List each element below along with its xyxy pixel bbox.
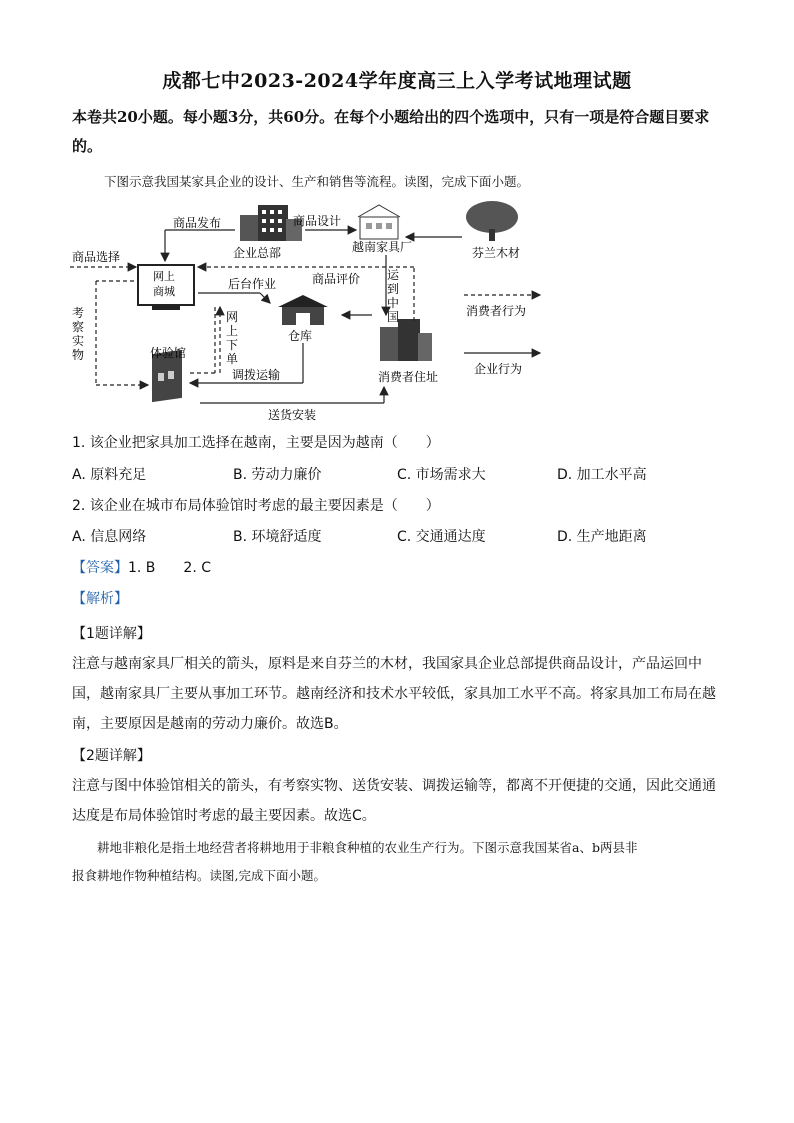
question-1-stem: 1. 该企业把家具加工选择在越南，主要是因为越南（ ） (72, 435, 440, 451)
ship-cn-1: 运 (387, 268, 400, 282)
order-1: 网 (226, 310, 239, 324)
flow-diagram (60, 195, 560, 425)
inspect-4: 物 (72, 348, 85, 362)
transfer-label: 调拨运输 (232, 368, 281, 382)
showroom-label: 体验馆 (150, 346, 187, 360)
answer-label: 【答案】 (72, 560, 128, 576)
consumer-label: 消费者住址 (378, 370, 439, 384)
section-intro: 本卷共20小题。每小题3分，共60分。在每个小题给出的四个选项中，只有一项是符合题目要求的。 (72, 108, 710, 155)
ship-cn-4: 国 (387, 310, 400, 324)
delivery-label: 送货安装 (268, 408, 317, 422)
question-2-option-a: A. 信息网络 (72, 529, 147, 545)
analysis-label (72, 588, 128, 608)
order-3: 下 (226, 338, 239, 352)
inspect-3: 实 (72, 334, 85, 348)
mall-label-2: 商城 (153, 285, 175, 298)
answer-text: 1. B 2. C (128, 560, 211, 576)
question-1-option-d: D. 加工水平高 (557, 467, 647, 483)
tree-icon (466, 201, 518, 241)
detail-1-label: 【1题详解】 (72, 626, 151, 642)
question-2-option-d: D. 生产地距离 (557, 529, 647, 545)
mall-label-1: 网上 (153, 270, 175, 283)
warehouse-icon (278, 295, 328, 325)
question-2-stem: 2. 该企业在城市布局体验馆时考虑的最主要因素是（ ） (72, 498, 440, 514)
release-label: 商品发布 (173, 216, 222, 230)
passage-2-line-1: 耕地非粮化是指土地经营者将耕地用于非粮食种植的农业生产行为。下图示意我国某省a、b两县非 (72, 840, 638, 855)
detail-1-line-1: 注意与越南家具厂相关的箭头，原料是来自芬兰的木材，我国家具企业总部提供商品设计，产品运回中 (72, 656, 702, 672)
detail-2-line-1: 注意与图中体验馆相关的箭头，有考察实物、送货安装、调拨运输等，都离不开便捷的交通，因此交通通 (72, 778, 716, 794)
detail-1-line-2: 国，越南家具厂主要从事加工环节。越南经济和技术水平较低，家具加工水平不高。将家具加工布局在越 (72, 686, 716, 702)
ship-cn-2: 到 (387, 282, 400, 296)
answer-line (72, 557, 211, 577)
order-2: 上 (226, 324, 239, 338)
choose-label: 商品选择 (72, 250, 121, 264)
question-1-option-c: C. 市场需求大 (397, 467, 486, 483)
question-1-option-a: A. 原料充足 (72, 467, 147, 483)
hq-label: 企业总部 (233, 246, 282, 260)
legend-consumer: 消费者行为 (466, 304, 527, 318)
question-1-option-b: B. 劳动力廉价 (233, 467, 322, 483)
question-2-option-c: C. 交通通达度 (397, 529, 486, 545)
page-title: 成都七中2023-2024学年度高三上入学考试地理试题 (162, 70, 632, 92)
detail-1-line-3: 南，主要原因是越南的劳动力廉价。故选B。 (72, 716, 348, 732)
question-2-option-b: B. 环境舒适度 (233, 529, 322, 545)
review-label: 商品评价 (312, 272, 361, 286)
ship-cn-3: 中 (387, 296, 400, 310)
wood-label: 芬兰木材 (472, 246, 521, 260)
order-4: 单 (226, 352, 239, 366)
passage-1: 下图示意我国某家具企业的设计、生产和销售等流程。读图，完成下面小题。 (104, 174, 530, 189)
detail-2-line-2: 达度是布局体验馆时考虑的最主要因素。故选C。 (72, 808, 376, 824)
factory-label: 越南家具厂 (352, 240, 413, 254)
backend-label: 后台作业 (228, 277, 277, 291)
inspect-2: 察 (72, 320, 85, 334)
detail-2-label: 【2题详解】 (72, 748, 151, 764)
analysis-tag: 【解析】 (72, 591, 128, 607)
warehouse-label: 仓库 (288, 329, 313, 343)
inspect-1: 考 (72, 306, 85, 320)
passage-2-line-2: 报食耕地作物种植结构。读图,完成下面小题。 (72, 868, 326, 883)
legend-enterprise: 企业行为 (474, 362, 523, 376)
factory-icon (358, 205, 400, 239)
consumer-building-icon (380, 319, 432, 361)
design-label: 商品设计 (293, 214, 342, 228)
